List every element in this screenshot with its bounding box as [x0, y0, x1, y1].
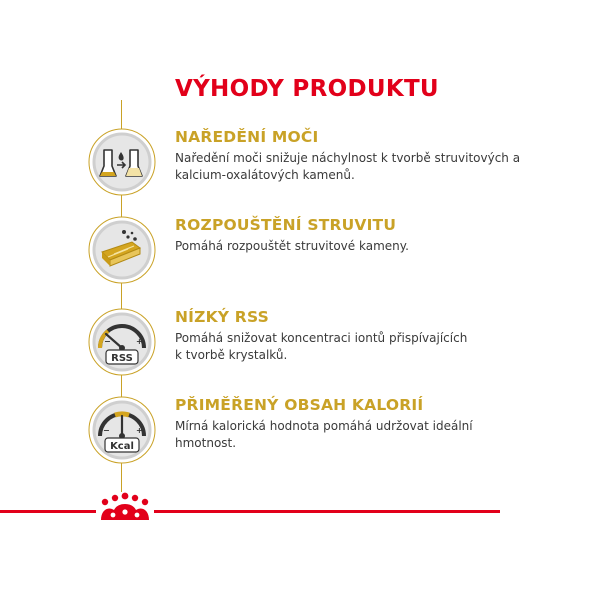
benefit-struvite-dissolution: [88, 216, 528, 296]
description-line: hmotnost.: [175, 436, 237, 450]
description-line: Naředění moči snižuje náchylnost k tvorbě struvitových a: [175, 151, 521, 165]
rss-gauge-icon: [88, 308, 156, 376]
benefit-description: [175, 418, 530, 452]
gauge-minus: −: [103, 426, 110, 435]
benefit-title: ROZPOUŠTĚNÍ STRUVITU: [175, 216, 397, 234]
benefit-description: [175, 330, 530, 364]
description-line: Mírná kalorická hodnota pomáhá udržovat ideální: [175, 419, 473, 433]
struvite-dissolution-icon: [88, 216, 156, 284]
description-line: Pomáhá rozpouštět struvitové kameny.: [175, 239, 409, 253]
benefit-title: NÍZKÝ RSS: [175, 308, 269, 326]
benefit-title: NAŘEDĚNÍ MOČI: [175, 128, 319, 146]
urine-dilution-icon: [88, 128, 156, 196]
gauge-plus: +: [136, 426, 143, 435]
benefit-description: [175, 238, 530, 255]
footer-divider: [0, 510, 500, 513]
royal-canin-crown-logo: [96, 492, 154, 524]
benefit-low-rss: [88, 308, 528, 388]
gauge-minus: −: [104, 337, 111, 346]
rss-label: RSS: [111, 353, 133, 364]
benefit-moderate-calories: [88, 396, 528, 476]
description-line: k tvorbě krystalků.: [175, 348, 288, 362]
gauge-plus: +: [136, 337, 143, 346]
benefit-title: PŘIMĚŘENÝ OBSAH KALORIÍ: [175, 396, 424, 414]
kcal-label: Kcal: [110, 441, 134, 452]
description-line: kalcium-oxalátových kamenů.: [175, 168, 355, 182]
description-line: Pomáhá snižovat koncentraci iontů přispívajících: [175, 331, 468, 345]
page-title: VÝHODY PRODUKTU: [175, 76, 439, 102]
kcal-gauge-icon: [88, 396, 156, 464]
benefit-urine-dilution: [88, 128, 528, 208]
benefit-description: [175, 150, 530, 184]
